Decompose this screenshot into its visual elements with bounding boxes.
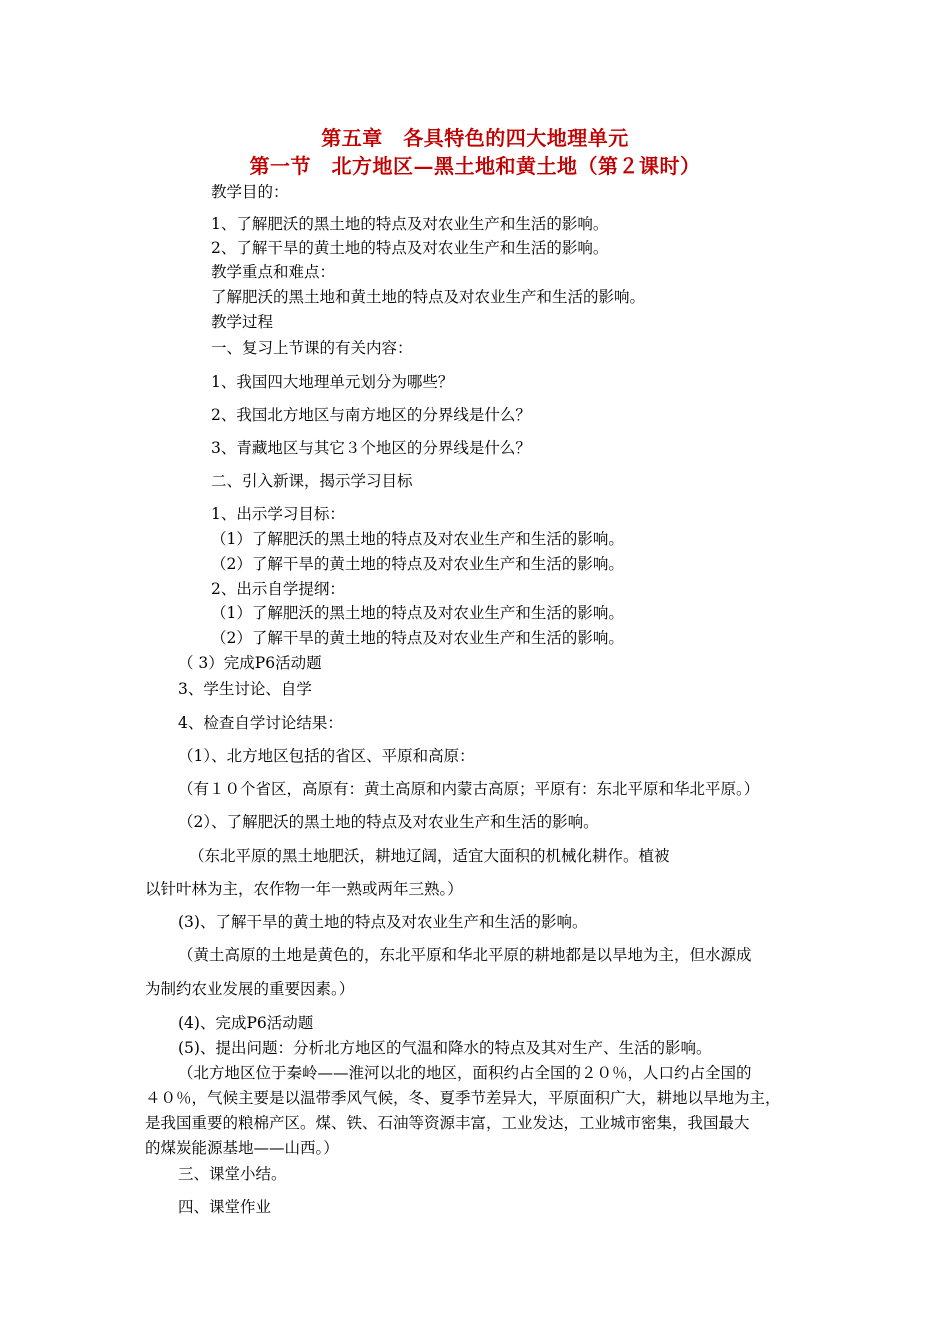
check-results-heading: 4、检查自学讨论结果：: [178, 714, 343, 732]
result-3-answer-line-2: 为制约农业发展的重要因素。）: [145, 980, 355, 998]
key-points-heading: 教学重点和难点：: [211, 263, 336, 281]
section-title: 第一节 北方地区—黑土地和黄土地（第２课时）: [249, 154, 701, 178]
result-5-question: (5)、提出问题：分析北方地区的气温和降水的特点及其对生产、生活的影响。: [178, 1039, 712, 1057]
learning-goal-1: （1）了解肥沃的黑土地的特点及对农业生产和生活的影响。: [211, 530, 624, 548]
self-study-item-3: （ 3）完成P6活动题: [178, 654, 322, 672]
self-study-item-1: （1）了解肥沃的黑土地的特点及对农业生产和生活的影响。: [211, 604, 624, 622]
result-4-question: (4)、完成P6活动题: [178, 1014, 314, 1032]
summary-heading: 三、课堂小结。: [178, 1165, 287, 1183]
result-5-answer-line-1: （北方地区位于秦岭——淮河以北的地区，面积约占全国的２０％，人口约占全国的: [178, 1064, 752, 1082]
result-5-answer-line-3: 是我国重要的粮棉产区。煤、铁、石油等资源丰富，工业发达，工业城市密集，我国最大: [145, 1114, 750, 1132]
result-5-answer-line-4: 的煤炭能源基地——山西。）: [145, 1139, 339, 1157]
result-3-answer-line-1: （黄土高原的土地是黄色的，东北平原和华北平原的耕地都是以旱地为主，但水源成: [178, 946, 752, 964]
review-heading: 一、复习上节课的有关内容：: [211, 339, 413, 357]
objective-1: 1、了解肥沃的黑土地的特点及对农业生产和生活的影响。: [211, 215, 609, 233]
self-study-item-2: （2）了解干旱的黄土地的特点及对农业生产和生活的影响。: [211, 629, 624, 647]
result-1-answer: （有１０个省区，高原有：黄土高原和内蒙古高原；平原有：东北平原和华北平原。）: [178, 780, 760, 798]
homework-heading: 四、课堂作业: [178, 1198, 272, 1216]
result-3-question: (3)、了解干旱的黄土地的特点及对农业生产和生活的影响。: [178, 913, 588, 931]
result-2-question: （2）、了解肥沃的黑土地的特点及对农业生产和生活的影响。: [178, 813, 599, 831]
review-question-1: 1、我国四大地理单元划分为哪些？: [211, 373, 454, 391]
objective-2: 2、了解干旱的黄土地的特点及对农业生产和生活的影响。: [211, 239, 609, 257]
discussion-heading: 3、学生讨论、自学: [178, 680, 312, 698]
process-heading: 教学过程: [211, 313, 274, 331]
chapter-title: 第五章 各具特色的四大地理单元: [321, 126, 629, 150]
learning-goal-2: （2）了解干旱的黄土地的特点及对农业生产和生活的影响。: [211, 555, 624, 573]
objectives-heading: 教学目的：: [211, 183, 289, 201]
self-study-heading: 2、出示自学提纲：: [211, 580, 345, 598]
result-1-question: （1）、北方地区包括的省区、平原和高原：: [178, 747, 475, 765]
learning-goals-heading: 1、出示学习目标：: [211, 505, 345, 523]
result-5-answer-line-2: ４０％，气候主要是以温带季风气候，冬、夏季节差异大，平原面积广大，耕地以旱地为主，: [145, 1089, 781, 1107]
review-question-2: 2、我国北方地区与南方地区的分界线是什么？: [211, 406, 531, 424]
review-question-3: 3、青藏地区与其它３个地区的分界线是什么？: [211, 439, 531, 457]
result-2-answer-line-2: 以针叶林为主，农作物一年一熟或两年三熟。）: [145, 880, 463, 898]
result-2-answer-line-1: （东北平原的黑土地肥沃，耕地辽阔，适宜大面积的机械化耕作。植被: [189, 847, 670, 865]
key-points-text: 了解肥沃的黑土地和黄土地的特点及对农业生产和生活的影响。: [211, 288, 646, 306]
new-lesson-heading: 二、引入新课，揭示学习目标: [211, 472, 413, 490]
